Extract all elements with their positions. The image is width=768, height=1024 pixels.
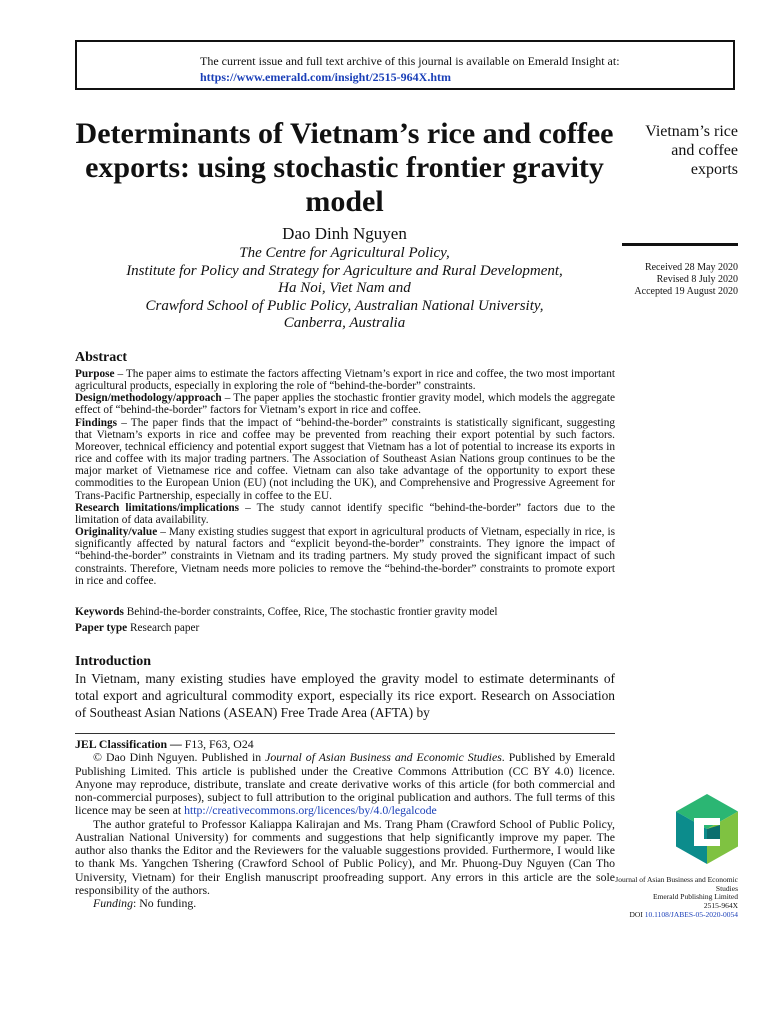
funding-label: Funding (93, 896, 133, 910)
revised-date: Revised 8 July 2020 (656, 274, 738, 285)
jel-codes: F13, F63, O24 (181, 737, 254, 751)
license-text: © Dao Dinh Nguyen. Published in (93, 750, 266, 765)
keywords-label: Keywords (75, 606, 124, 618)
journal-logo-icon (676, 794, 738, 864)
jel-classification (75, 738, 615, 751)
paper-type (75, 620, 615, 636)
received-date: Received 28 May 2020 (644, 262, 738, 273)
design-label: Design/methodology/approach (75, 392, 222, 405)
jel-label: JEL Classification — (75, 737, 182, 751)
footnotes (75, 738, 615, 910)
abstract-design (75, 392, 615, 416)
journal-info (600, 876, 738, 920)
archive-notice-text: The current issue and full text archive of this journal is available on Emerald Insight at: (200, 54, 620, 68)
originality-text: – Many existing studies suggest that export in agricultural products of Vietnam, especially in rice, is significantly affected by natural factors and “explicit beyond-the-border” constraints. They ignore the impact of “behind-the-border” constraints in Vietnam and its trading partners. My study proved the significant impact of such constraints. Therefore, Vietnam needs more policies to remove the “behind-the-border” constraints to promote export in rice and coffee. (75, 526, 615, 587)
abstract-originality (75, 526, 615, 587)
funding-note (75, 897, 615, 910)
journal-name: Journal of Asian Business and Economic Studies (265, 750, 502, 765)
running-title-line: and coffee (671, 142, 738, 159)
affiliation-line: Canberra, Australia (283, 315, 406, 331)
abstract-purpose (75, 368, 615, 392)
funding-text: : No funding. (132, 896, 197, 910)
affiliation-line: Ha Noi, Viet Nam and (278, 280, 411, 296)
license-note (75, 751, 615, 817)
originality-label: Originality/value (75, 526, 158, 539)
findings-text: – The paper finds that the impact of “behind-the-border” constraints is statistically significant, suggesting that Vietnam’s exports in rice and coffee may be prevented from reaching their export potential by such factors. Moreover, technical efficiency and potential export suggest that Vietnam has a lot of potential to increase its exports in rice and coffee with its major trading partners. The Association of Southeast Asian Nations group continues to be the major market of Vietnamese rice and coffee. Vietnam can also take advantage of the opportunity to export these commodities to the European Union (EU) (not including the UK), and Comprehensive and Progressive Agreement for Trans-Pacific Partnership, especially in coffee to the EU. (75, 416, 615, 502)
license-text: . Published by Emerald Publishing Limited. This article is published under the Creative Commons Attribution (CC BY 4.0) licence. Anyone may reproduce, distribute, translate and create derivative works of this article (for both commercial and non-commercial purposes), subject to full attribution to the original publication and authors. The full terms of this licence may be seen at (75, 750, 615, 818)
author-affiliation (72, 245, 617, 333)
abstract-heading: Abstract (75, 350, 128, 365)
article-title: Determinants of Vietnam’s rice and coffee exports: using stochastic frontier gravity model (75, 117, 614, 218)
paper-type-label: Paper type (75, 622, 128, 634)
journal-name: Journal of Asian Business and Economic Studies (615, 875, 738, 893)
running-title-line: Vietnam’s rice (645, 123, 738, 140)
article-history (600, 262, 738, 298)
issn: 2515-964X (703, 901, 738, 911)
abstract-findings (75, 417, 615, 502)
author-name: Dao Dinh Nguyen (282, 224, 407, 243)
doi (600, 911, 738, 920)
keywords-text: Behind-the-border constraints, Coffee, Rice, The stochastic frontier gravity model (123, 606, 498, 618)
affiliation-line: Institute for Policy and Strategy for Agriculture and Rural Development, (126, 262, 563, 279)
abstract-limitations (75, 502, 615, 526)
running-title (610, 122, 738, 179)
purpose-text: – The paper aims to estimate the factors affecting Vietnam’s export in rice and coffee, the two most important agricultural products, especially in exploring the role of “behind-the-border” constraints. (75, 368, 615, 393)
limitations-label: Research limitations/implications (75, 501, 240, 514)
archive-notice (200, 53, 620, 85)
design-text: – The paper applies the stochastic frontier gravity model, which models the aggregate effect of “behind-the-border” factors for Vietnam’s export in rice and coffee. (75, 392, 615, 417)
accepted-date: Accepted 19 August 2020 (634, 286, 738, 297)
acknowledgement: The author grateful to Professor Kaliappa Kalirajan and Ms. Trang Pham (Crawford School of Public Policy, Australian National University) for comments and suggestions that help significantly improve my paper. The author also thanks the Editor and the Reviewers for the valuable suggestions provided. Furthermore, I would like to thank Ms. Yangchen Tshering (Crawford School of Public Policy), and Mr. Phuong-Duy Nguyen (Can Tho University, Vietnam) for their English manuscript proofreading support. Any errors in this article are the sole responsibility of the authors. (75, 816, 615, 897)
footnote-divider (75, 733, 615, 734)
introduction-text: In Vietnam, many existing studies have employed the gravity model to estimate determinants of total export and agricultural commodity export, especially its rice export. Research on Association of Southeast Asian Nations (ASEAN) Free Trade Area (AFTA) by (75, 671, 615, 720)
doi-label: DOI (629, 909, 645, 919)
keywords (75, 604, 615, 620)
limitations-text: – The study cannot identify specific “behind-the-border” factors due to the limitation of data availability. (75, 501, 616, 526)
archive-notice-box (75, 40, 735, 90)
publisher: Emerald Publishing Limited (653, 892, 738, 902)
license-link[interactable]: http://creativecommons.org/licences/by/4.0/legalcode (184, 803, 437, 818)
introduction-heading: Introduction (75, 654, 151, 669)
affiliation-line: Crawford School of Public Policy, Australian National University, (145, 297, 544, 314)
keywords-block (75, 604, 615, 636)
purpose-label: Purpose (75, 368, 115, 380)
running-title-line: exports (690, 161, 738, 178)
affiliation-line: The Centre for Agricultural Policy, (239, 245, 450, 261)
side-divider (622, 243, 738, 246)
journal-archive-link[interactable]: https://www.emerald.com/insight/2515-964X.htm (200, 70, 451, 84)
paper-type-text: Research paper (127, 622, 200, 634)
abstract-body (75, 368, 615, 587)
doi-link[interactable]: 10.1108/JABES-05-2020-0054 (644, 909, 738, 919)
findings-label: Findings (75, 416, 118, 429)
